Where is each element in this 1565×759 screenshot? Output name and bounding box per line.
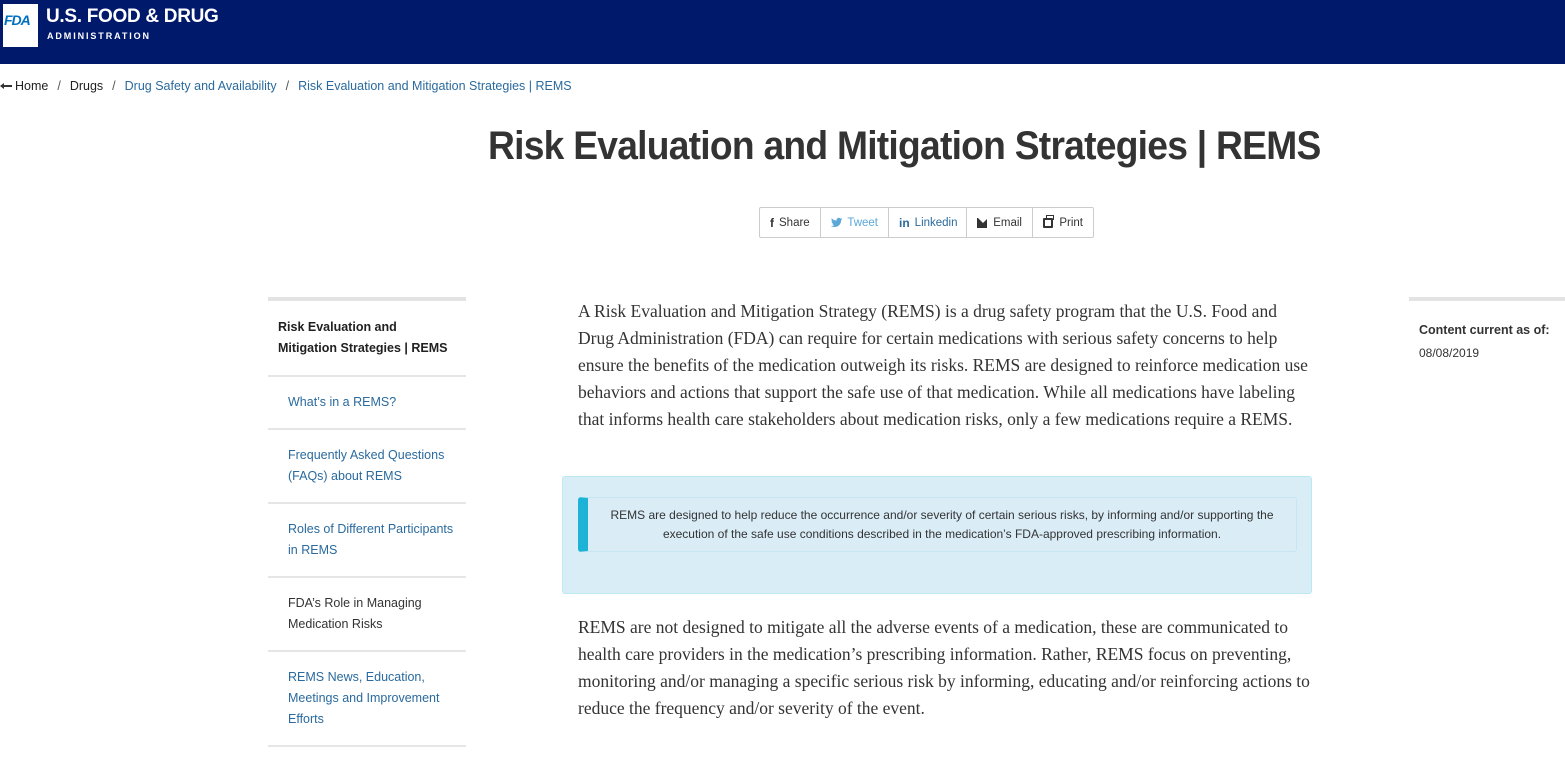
sidenav-item-faqs[interactable]: Frequently Asked Questions (FAQs) about REMS <box>268 430 466 504</box>
printer-icon <box>1043 218 1053 228</box>
breadcrumb-drugs[interactable]: Drugs <box>69 79 104 93</box>
linkedin-icon: in <box>899 215 910 230</box>
twitter-icon <box>831 217 842 228</box>
second-paragraph: REMS are not designed to mitigate all the adverse events of a medication, these are communicated to health care providers in the medication’s prescribing information. Rather, REMS focus on preventing, monitoring and/or managing a specific serious risk by informing, educating and/or reinforcing actions to reduce the frequency and/or severity of the event. <box>578 617 1310 718</box>
section-sidebar-nav <box>268 297 466 747</box>
page-title: Risk Evaluation and Mitigation Strategies | REMS <box>488 124 1321 168</box>
print-label: Print <box>1059 216 1083 229</box>
breadcrumb-current[interactable]: Risk Evaluation and Mitigation Strategies | REMS <box>298 79 572 93</box>
content-current-date: 08/08/2019 <box>1419 346 1480 360</box>
envelope-icon <box>977 218 987 228</box>
intro-paragraph: A Risk Evaluation and Mitigation Strategy (REMS) is a drug safety program that the U.S. Food and Drug Administration (FDA) can require for certain medications with serious safety concerns to help ensure the benefits of the medication outweigh its risks. REMS are designed to reinforce medication use behaviors and actions that support the safe use of that medication. While all medications have labeling that informs health care stakeholders about medication risks, only a few medications require a REMS. <box>578 301 1308 429</box>
sidenav-item-news[interactable]: REMS News, Education, Meetings and Improvement Efforts <box>268 652 466 747</box>
callout-box <box>562 476 1312 594</box>
facebook-icon: f <box>770 215 774 230</box>
share-toolbar <box>759 207 1094 238</box>
sidenav-item-roles[interactable]: Roles of Different Participants in REMS <box>268 504 466 578</box>
content-current-label: Content current as of: <box>1419 323 1550 337</box>
breadcrumb-separator: / <box>285 79 290 93</box>
sidenav-item-current[interactable]: Risk Evaluation and Mitigation Strategies | REMS <box>268 301 466 377</box>
share-email-button[interactable] <box>967 208 1033 237</box>
callout-text: REMS are designed to help reduce the occurrence and/or severity of certain serious risks, by informing and/or supporting the execution of the safe use conditions described in the medication’s FDA-approved prescribing information. <box>610 507 1274 541</box>
fda-logo-text: FDA <box>4 12 30 28</box>
fda-logo[interactable] <box>3 4 38 47</box>
print-button[interactable] <box>1033 208 1093 237</box>
site-header <box>0 0 1565 64</box>
share-facebook-button[interactable] <box>760 208 821 237</box>
share-label: Share <box>779 216 810 229</box>
breadcrumb-separator: / <box>57 79 61 93</box>
agency-name[interactable]: U.S. FOOD & DRUG <box>46 6 219 27</box>
breadcrumb-home[interactable]: Home <box>15 79 49 93</box>
share-linkedin-button[interactable] <box>889 208 967 237</box>
sidenav-item-fda-role[interactable]: FDA’s Role in Managing Medication Risks <box>268 578 466 652</box>
breadcrumb <box>0 77 572 95</box>
content-meta <box>1409 297 1565 360</box>
email-label: Email <box>993 216 1022 229</box>
linkedin-label: Linkedin <box>914 216 958 229</box>
agency-subtitle: ADMINISTRATION <box>47 31 151 41</box>
callout-inner <box>578 497 1297 552</box>
tweet-label: Tweet <box>847 216 878 229</box>
share-twitter-button[interactable] <box>821 208 889 237</box>
breadcrumb-separator: / <box>112 79 116 93</box>
back-arrow-icon <box>0 81 12 91</box>
breadcrumb-drug-safety[interactable]: Drug Safety and Availability <box>124 79 277 93</box>
sidenav-item-whats-in-rems[interactable]: What’s in a REMS? <box>268 377 466 430</box>
